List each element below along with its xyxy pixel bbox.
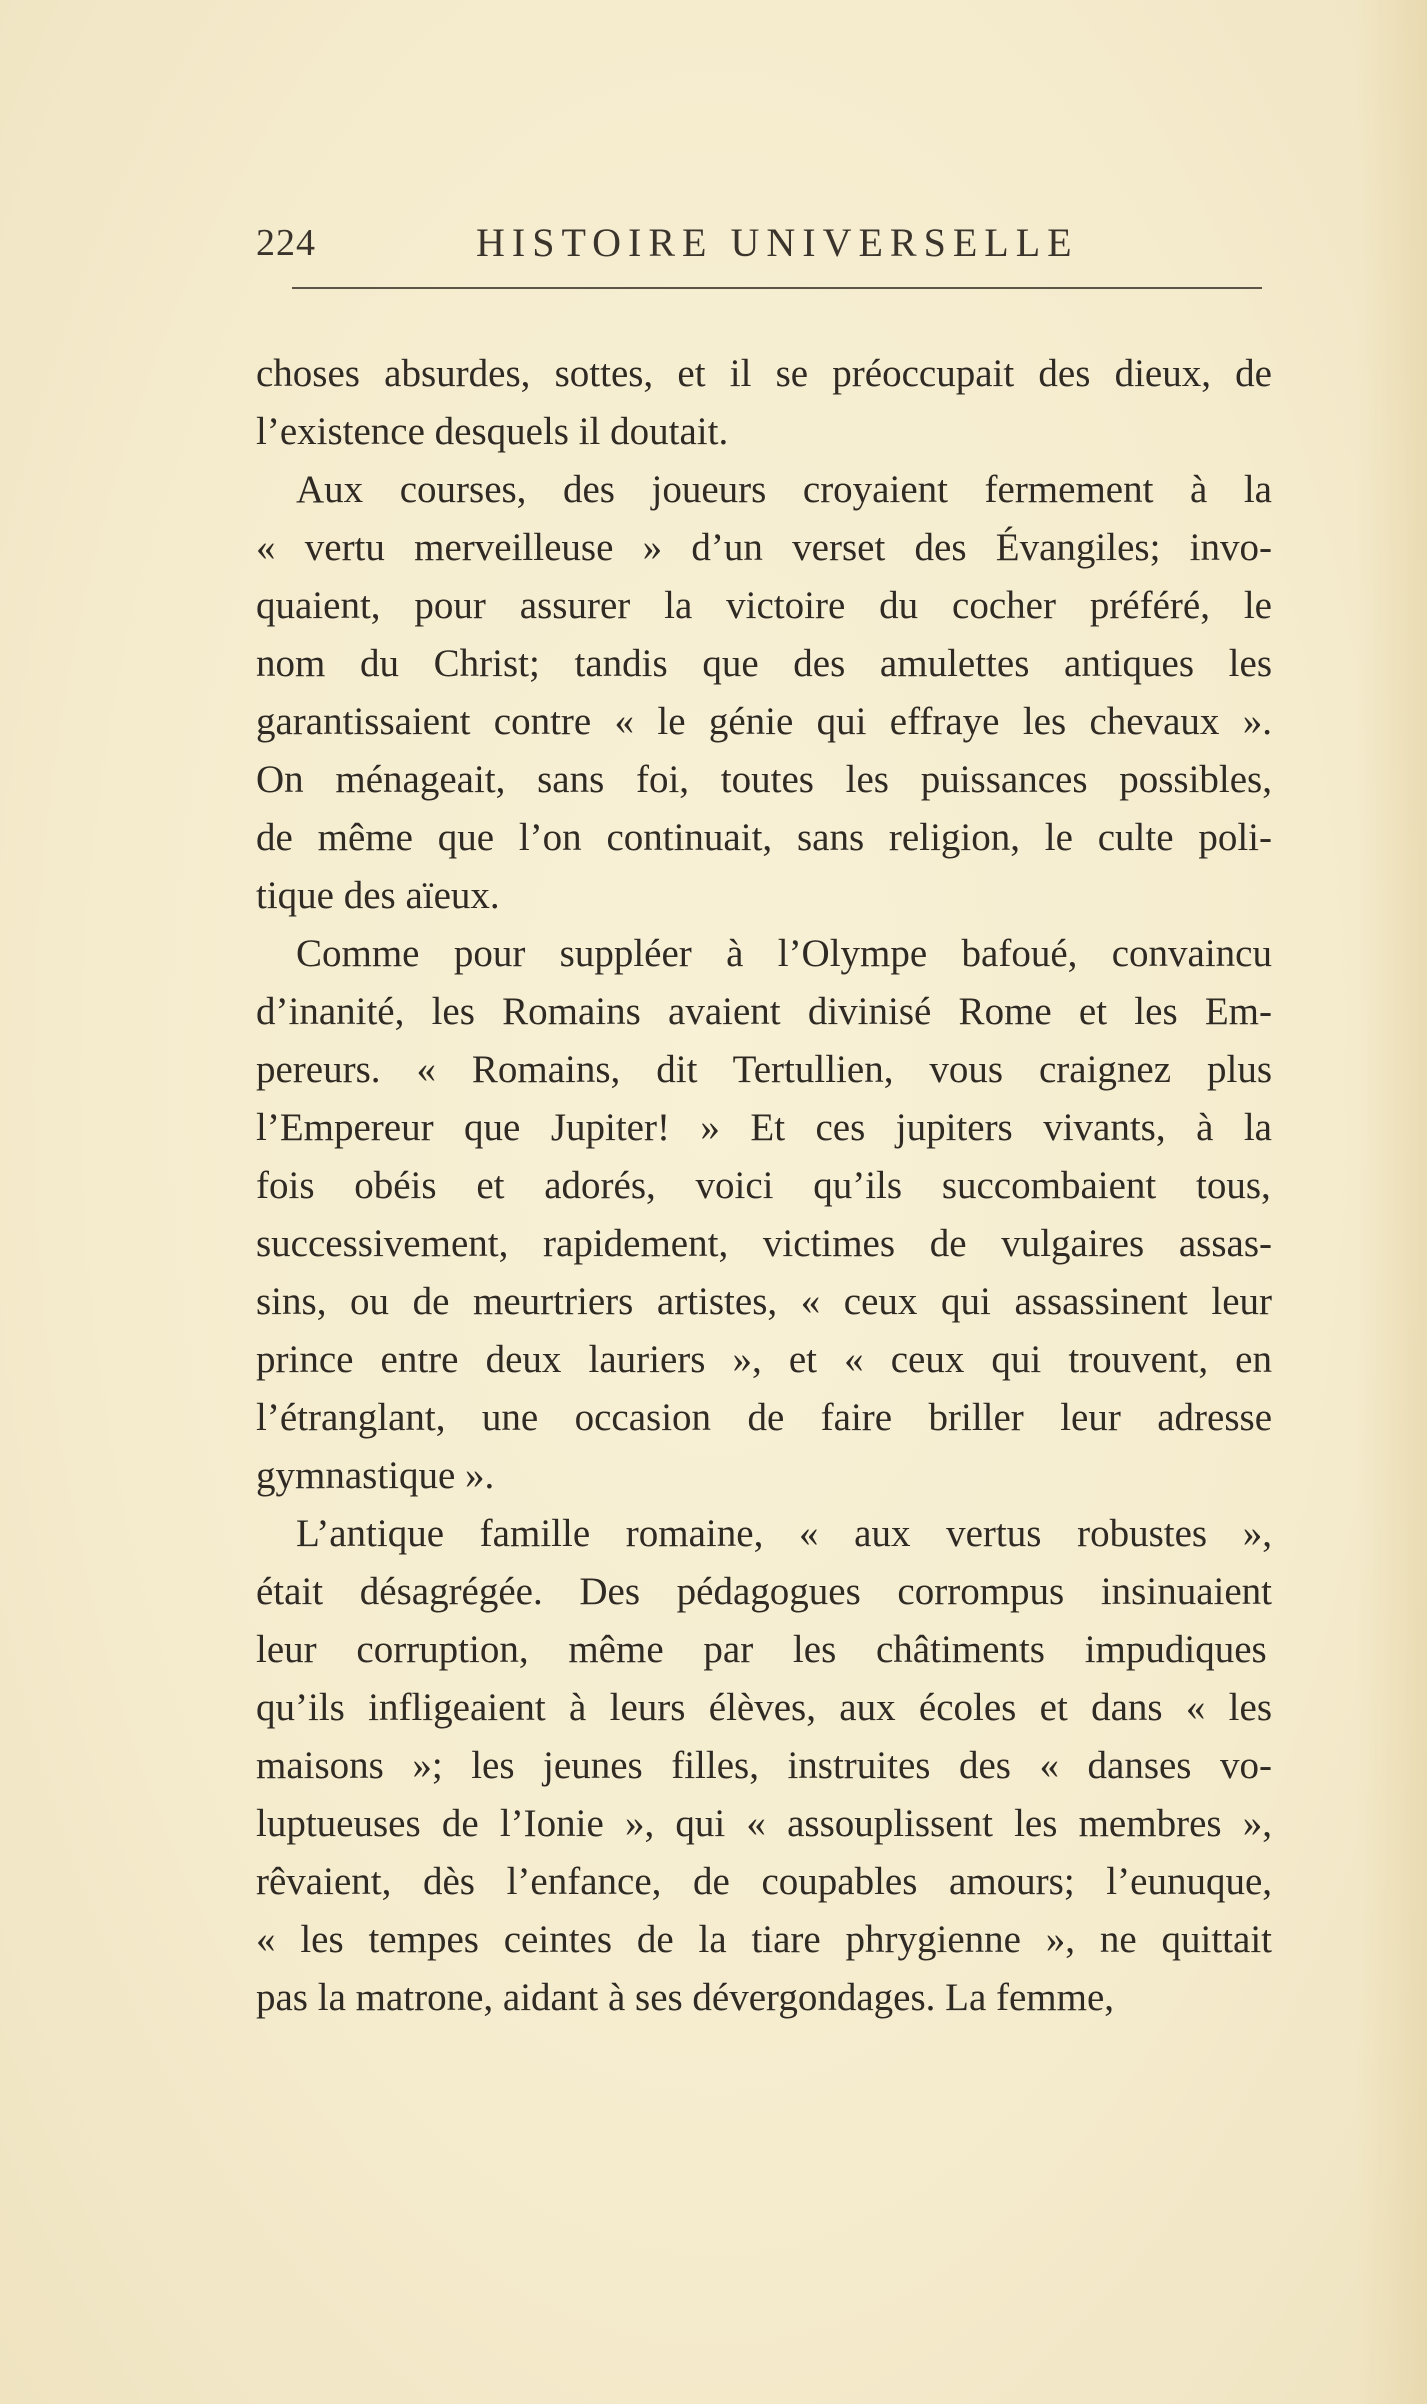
text-line: l’étranglant, une occasion de faire briller leur adresse — [256, 1396, 1272, 1439]
text-line: d’inanité, les Romains avaient divinisé Rome et les Em- — [256, 990, 1272, 1033]
text-line: prince entre deux lauriers », et « ceux qui trouvent, en — [256, 1338, 1272, 1381]
text-line: rêvaient, dès l’enfance, de coupables amours; l’eunuque, — [256, 1860, 1272, 1903]
paragraph-start-line: L’antique famille romaine, « aux vertus robustes », — [296, 1512, 1272, 1555]
text-line: qu’ils infligeaient à leurs élèves, aux écoles et dans « les — [256, 1686, 1272, 1729]
page-header — [256, 215, 1270, 275]
running-title: HISTOIRE UNIVERSELLE — [476, 220, 1079, 265]
text-line: « vertu merveilleuse » d’un verset des Évangiles; invo- — [256, 526, 1272, 569]
text-line: choses absurdes, sottes, et il se préoccupait des dieux, de — [256, 352, 1272, 395]
text-line: « les tempes ceintes de la tiare phrygienne », ne quittait — [256, 1918, 1272, 1961]
text-line: sins, ou de meurtriers artistes, « ceux qui assassinent leur — [256, 1280, 1272, 1323]
header-rule — [292, 287, 1262, 289]
text-line: successivement, rapidement, victimes de vulgaires assas- — [256, 1222, 1272, 1265]
paragraph-start-line: Aux courses, des joueurs croyaient fermement à la — [296, 468, 1272, 511]
text-line: garantissaient contre « le génie qui effraye les chevaux ». — [256, 700, 1272, 743]
text-line: nom du Christ; tandis que des amulettes antiques les — [256, 642, 1272, 685]
text-line: On ménageait, sans foi, toutes les puissances possibles, — [256, 758, 1272, 801]
text-line: leur corruption, même par les châtiments impudiques — [256, 1628, 1267, 1671]
text-line: de même que l’on continuait, sans religion, le culte poli- — [256, 816, 1272, 859]
text-line: l’Empereur que Jupiter! » Et ces jupiters vivants, à la — [256, 1106, 1272, 1149]
text-line: tique des aïeux. — [256, 874, 500, 917]
text-line: fois obéis et adorés, voici qu’ils succombaient tous, — [256, 1164, 1271, 1207]
text-line: maisons »; les jeunes filles, instruites des « danses vo- — [256, 1744, 1272, 1787]
text-line: l’existence desquels il doutait. — [256, 410, 729, 453]
text-line: pereurs. « Romains, dit Tertullien, vous craignez plus — [256, 1048, 1272, 1091]
paragraph-start-line: Comme pour suppléer à l’Olympe bafoué, convaincu — [296, 932, 1272, 975]
body-text — [256, 345, 1272, 2027]
page-number: 224 — [256, 222, 316, 264]
text-line: quaient, pour assurer la victoire du cocher préféré, le — [256, 584, 1272, 627]
text-line: luptueuses de l’Ionie », qui « assouplissent les membres », — [256, 1802, 1272, 1845]
text-line: gymnastique ». — [256, 1454, 495, 1497]
text-line: pas la matrone, aidant à ses dévergondages. La femme, — [256, 1976, 1115, 2019]
text-line: était désagrégée. Des pédagogues corrompus insinuaient — [256, 1570, 1272, 1613]
